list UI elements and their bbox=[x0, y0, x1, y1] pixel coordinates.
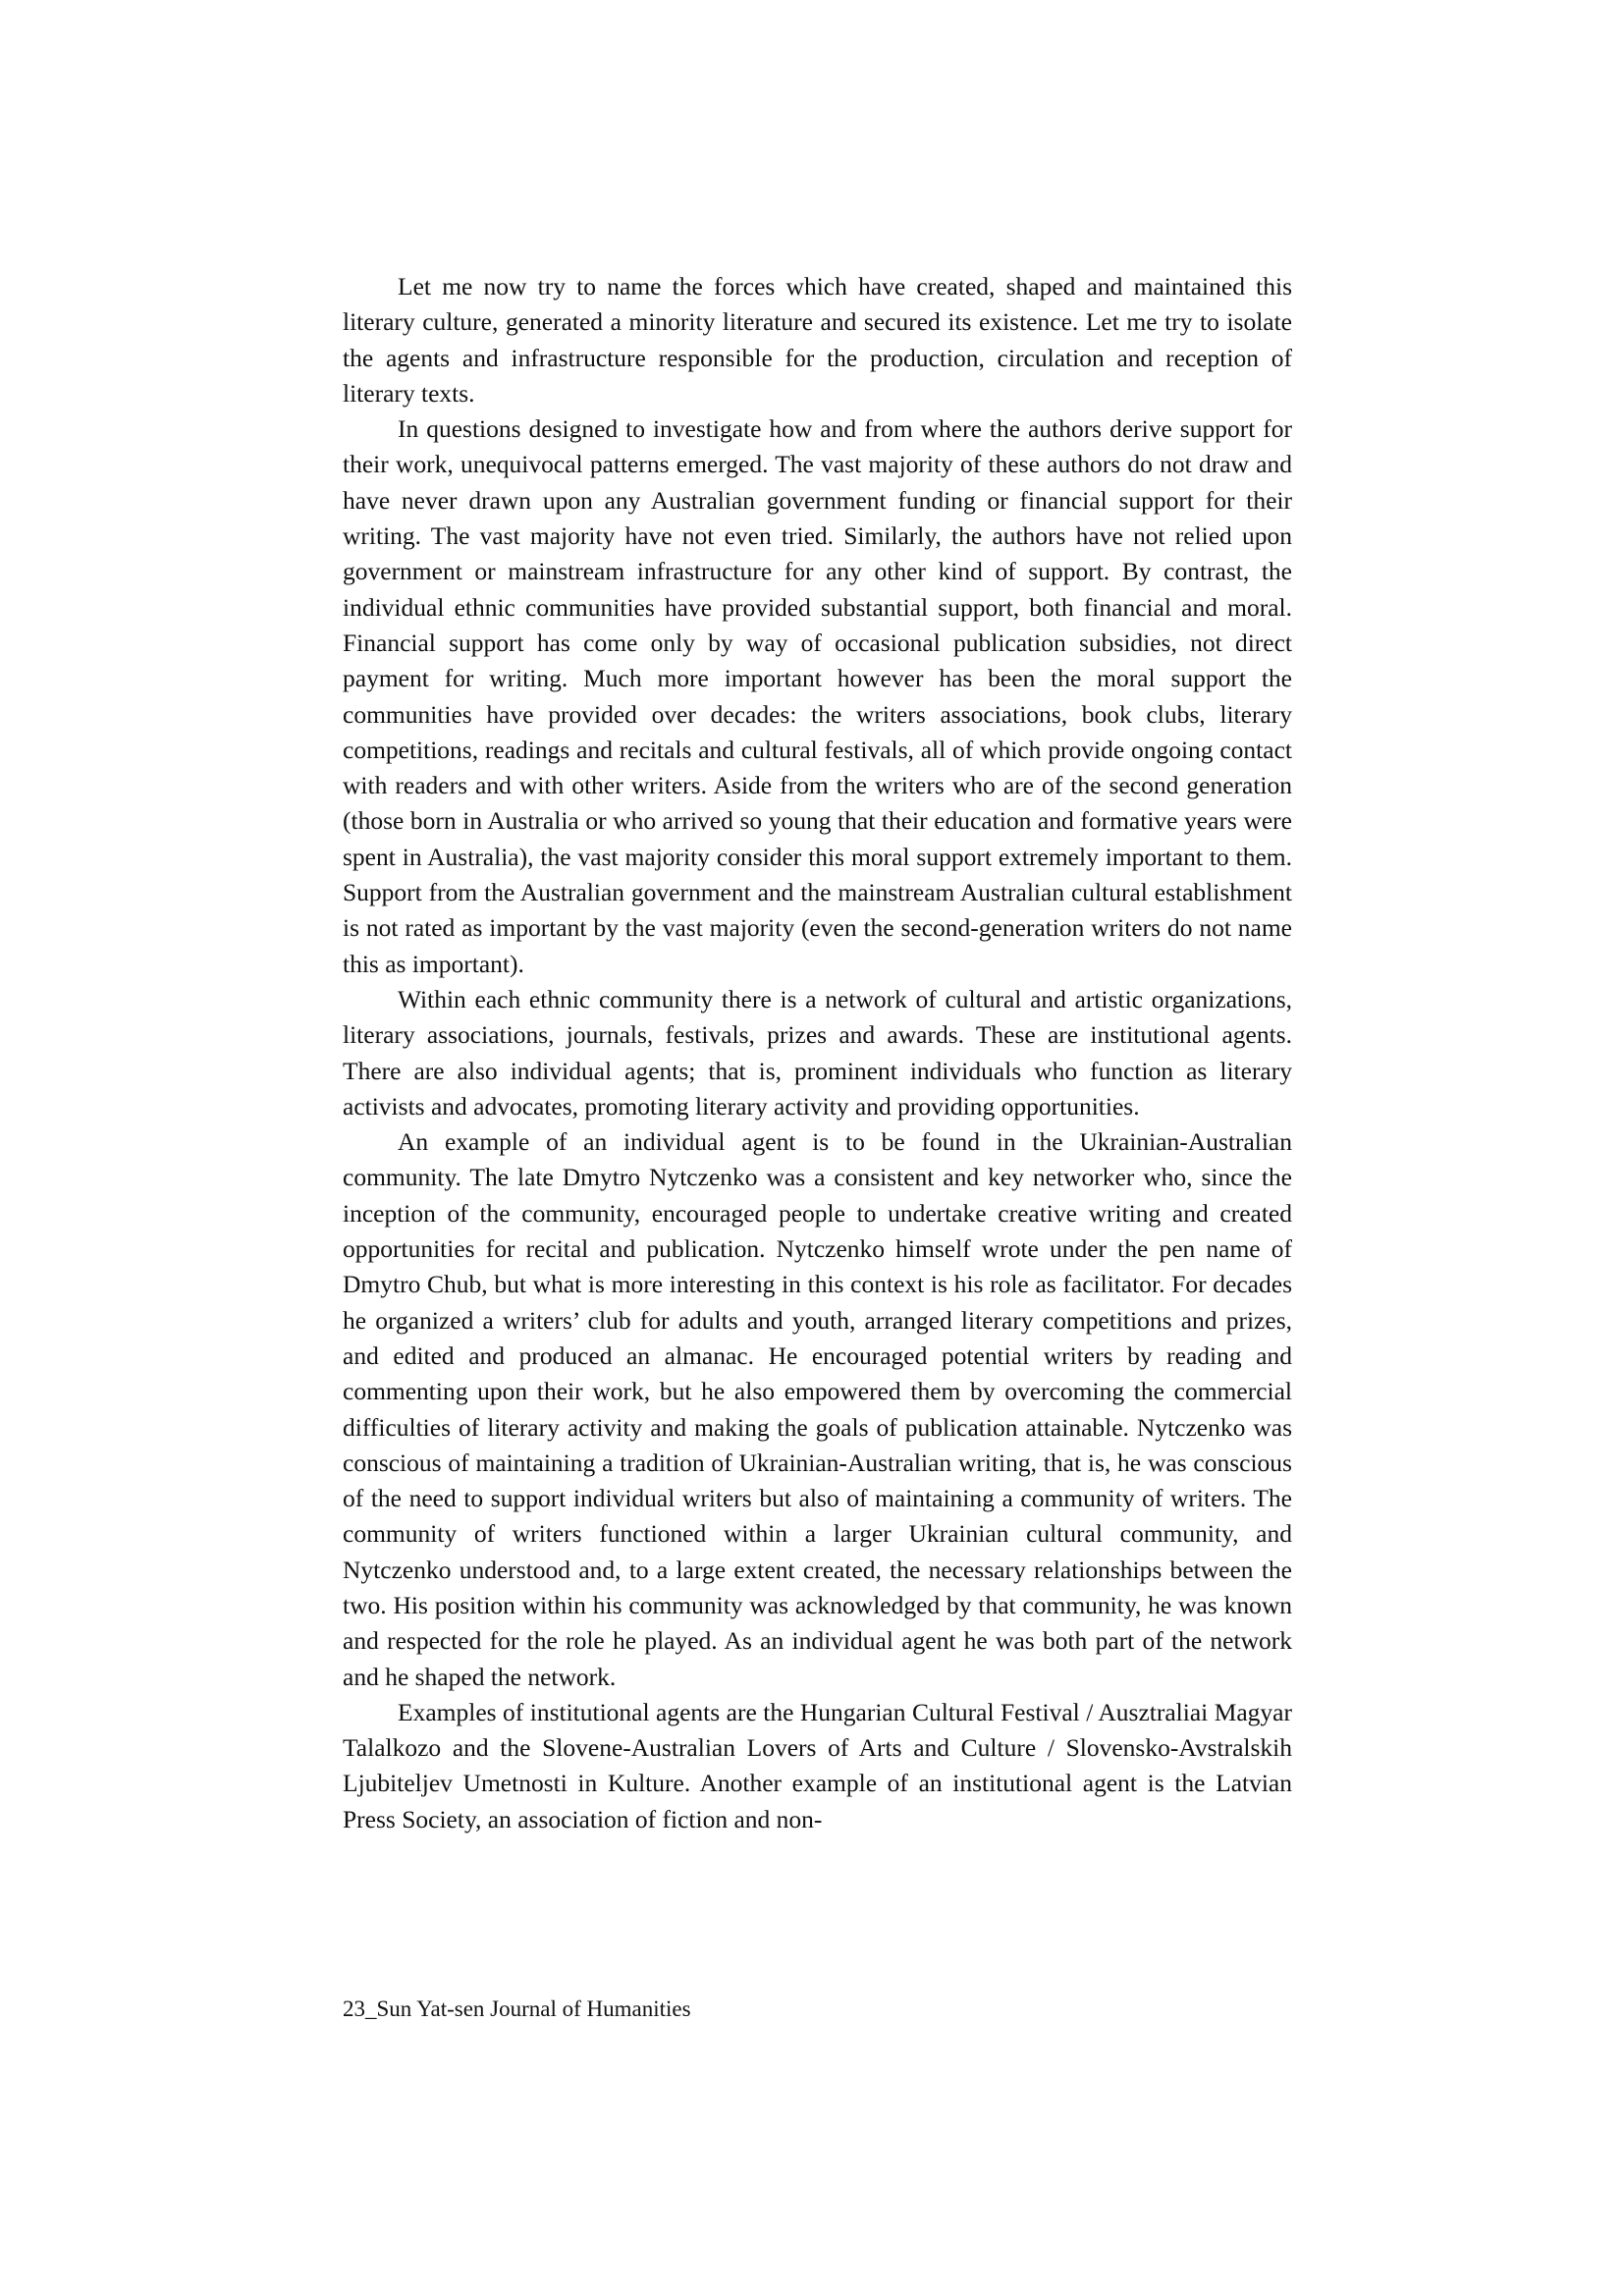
paragraph: Let me now try to name the forces which have created, shaped and maintained this literary culture, generated a minority literature and secured its existence. Let me try to isolate the agents and infrastructure responsible for the production, circulation and reception of literary texts. bbox=[343, 272, 1292, 408]
body-text bbox=[343, 269, 1292, 1837]
paragraph: In questions designed to investigate how and from where the authors derive support for their work, unequivocal patterns emerged. The vast majority of these authors do not draw and have never drawn upon any Australian government funding or financial support for their writing. The vast majority have not even tried. Similarly, the authors have not relied upon government or mainstream infrastructure for any other kind of support. By contrast, the individual ethnic communities have provided substantial support, both financial and moral. Financial support has come only by way of occasional publication subsidies, not direct payment for writing. Much more important however has been the moral support the communities have provided over decades: the writers associations, book clubs, literary competitions, readings and recitals and cultural festivals, all of which provide ongoing contact with readers and with other writers. Aside from the writers who are of the second generation (those born in Australia or who arrived so young that their education and formative years were spent in Australia), the vast majority consider this moral support extremely important to them. Support from the Australian government and the mainstream Australian cultural establishment is not rated as important by the vast majority (even the second-generation writers do not name this as important). bbox=[343, 414, 1292, 978]
page-footer: 23_Sun Yat-sen Journal of Humanities bbox=[343, 1996, 691, 2021]
paragraph: Within each ethnic community there is a network of cultural and artistic organizations, literary associations, journals, festivals, prizes and awards. These are institutional agents. There are also individual agents; that is, prominent individuals who function as literary activists and advocates, promoting literary activity and providing opportunities. bbox=[343, 984, 1292, 1121]
paragraph: Examples of institutional agents are the Hungarian Cultural Festival / Ausztraliai Magyar Talalkozo and the Slovene-Australian Lovers of Arts and Culture / Slovensko-Avstralskih Ljubiteljev Umetnosti in Kulture. Another example of an institutional agent is the Latvian Press Society, an association of fiction and non- bbox=[343, 1697, 1292, 1833]
paragraph: An example of an individual agent is to be found in the Ukrainian-Australian community. The late Dmytro Nytczenko was a consistent and key networker who, since the inception of the community, encouraged people to undertake creative writing and created opportunities for recital and publication. Nytczenko himself wrote under the pen name of Dmytro Chub, but what is more interesting in this context is his role as facilitator. For decades he organized a writers’ club for adults and youth, arranged literary competitions and prizes, and edited and produced an almanac. He encouraged potential writers by reading and commenting upon their work, but he also empowered them by overcoming the commercial difficulties of literary activity and making the goals of publication attainable. Nytczenko was conscious of maintaining a tradition of Ukrainian-Australian writing, that is, he was conscious of the need to support individual writers but also of maintaining a community of writers. The community of writers functioned within a larger Ukrainian cultural community, and Nytczenko understood and, to a large extent created, the necessary relationships between the two. His position within his community was acknowledged by that community, he was known and respected for the role he played. As an individual agent he was both part of the network and he shaped the network. bbox=[343, 1127, 1292, 1691]
